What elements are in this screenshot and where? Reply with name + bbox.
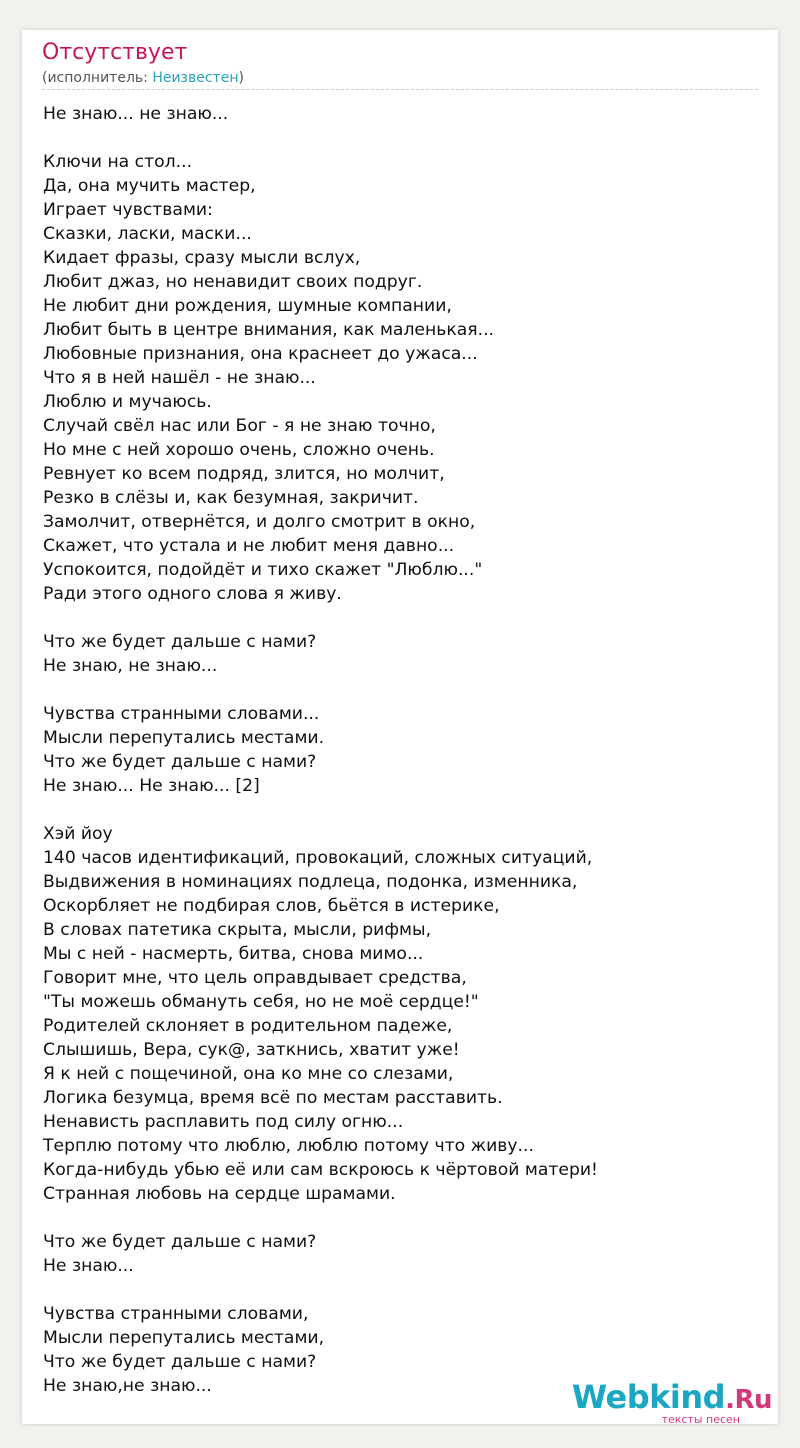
lyric-line	[43, 1206, 763, 1230]
lyric-line: Оскорбляет не подбирая слов, бьётся в истерике,	[43, 896, 500, 916]
lyric-line: Ради этого одного слова я живу.	[43, 584, 342, 604]
lyric-line: Чувства странными словами,	[43, 1304, 309, 1324]
webkind-logo[interactable]	[572, 1380, 772, 1426]
lyric-line: Не знаю, не знаю...	[43, 656, 218, 676]
lyric-line: "Ты можешь обмануть себя, но не моё сердце!"	[43, 992, 479, 1012]
lyric-line: Не знаю... Не знаю... [2]	[43, 776, 260, 796]
lyric-line: Мысли перепутались местами,	[43, 1328, 325, 1348]
lyric-line: Логика безумца, время всё по местам расставить.	[43, 1088, 503, 1108]
lyric-line: Любовные признания, она краснеет до ужаса...	[43, 344, 478, 364]
lyric-line: Родителей склоняет в родительном падеже,	[43, 1016, 453, 1036]
lyric-line: Терплю потому что люблю, люблю потому что живу...	[43, 1136, 534, 1156]
lyric-line: Что я в ней нашёл - не знаю...	[43, 368, 316, 388]
song-title: Отсутствует	[42, 40, 188, 65]
lyric-line: Ненависть расплавить под силу огню...	[43, 1112, 404, 1132]
lyric-line	[43, 606, 763, 630]
lyric-line: Странная любовь на сердце шрамами.	[43, 1184, 396, 1204]
lyric-line: Сказки, ласки, маски...	[43, 224, 252, 244]
artist-line	[42, 70, 244, 86]
logo-tld: .Ru	[725, 1385, 772, 1415]
lyric-line: Не знаю,не знаю...	[43, 1376, 212, 1396]
lyric-line: Ревнует ко всем подряд, злится, но молчит,	[43, 464, 445, 484]
lyric-line: Скажет, что устала и не любит меня давно...	[43, 536, 455, 556]
lyric-line: Случай свёл нас или Бог - я не знаю точно,	[43, 416, 436, 436]
lyric-line	[43, 798, 763, 822]
lyric-line: Что же будет дальше с нами?	[43, 1352, 317, 1372]
lyric-line: Не знаю... не знаю...	[43, 104, 229, 124]
lyric-line: Что же будет дальше с нами?	[43, 1232, 317, 1252]
lyric-line: Ключи на стол...	[43, 152, 193, 172]
lyrics-text	[43, 102, 763, 1398]
logo-brand-name: Webkind	[571, 1378, 726, 1416]
lyric-line: Выдвижения в номинациях подлеца, подонка, изменника,	[43, 872, 578, 892]
artist-prefix: (исполнитель:	[42, 70, 153, 86]
lyric-line: Чувства странными словами...	[43, 704, 320, 724]
lyric-line: Любит джаз, но ненавидит своих подруг.	[43, 272, 423, 292]
lyric-line: Не знаю...	[43, 1256, 134, 1276]
lyric-line: 140 часов идентификаций, провокаций, сложных ситуаций,	[43, 848, 593, 868]
lyric-line: В словах патетика скрыта, мысли, рифмы,	[43, 920, 432, 940]
lyric-line: Да, она мучить мастер,	[43, 176, 256, 196]
artist-suffix: )	[238, 70, 244, 86]
lyric-line: Замолчит, отвернётся, и долго смотрит в окно,	[43, 512, 476, 532]
lyric-line: Любит быть в центре внимания, как маленькая...	[43, 320, 495, 340]
lyric-line: Слышишь, Вера, сук@, заткнись, хватит уже!	[43, 1040, 460, 1060]
lyric-line	[43, 678, 763, 702]
lyric-line: Хэй йоу	[43, 824, 113, 844]
lyric-line: Я к ней с пощечиной, она ко мне со слезами,	[43, 1064, 454, 1084]
lyric-line: Мысли перепутались местами.	[43, 728, 325, 748]
lyric-line: Играет чувствами:	[43, 200, 213, 220]
lyric-line: Когда-нибудь убью её или сам вскроюсь к чёртовой матери!	[43, 1160, 598, 1180]
lyric-line	[43, 1278, 763, 1302]
lyric-line: Говорит мне, что цель оправдывает средства,	[43, 968, 467, 988]
lyric-line: Не любит дни рождения, шумные компании,	[43, 296, 452, 316]
lyric-line: Кидает фразы, сразу мысли вслух,	[43, 248, 361, 268]
lyric-line: Но мне с ней хорошо очень, сложно очень.	[43, 440, 435, 460]
artist-link[interactable]: Неизвестен	[152, 70, 239, 86]
divider	[42, 89, 758, 90]
lyric-line: Люблю и мучаюсь.	[43, 392, 212, 412]
logo-tagline: тексты песен	[661, 1413, 740, 1426]
lyric-line: Что же будет дальше с нами?	[43, 632, 317, 652]
lyric-line: Резко в слёзы и, как безумная, закричит.	[43, 488, 419, 508]
lyric-line: Мы с ней - насмерть, битва, снова мимо...	[43, 944, 424, 964]
lyric-line: Успокоится, подойдёт и тихо скажет "Люблю..."	[43, 560, 483, 580]
lyric-line: Что же будет дальше с нами?	[43, 752, 317, 772]
lyric-line	[43, 126, 763, 150]
logo-brand	[572, 1380, 772, 1417]
